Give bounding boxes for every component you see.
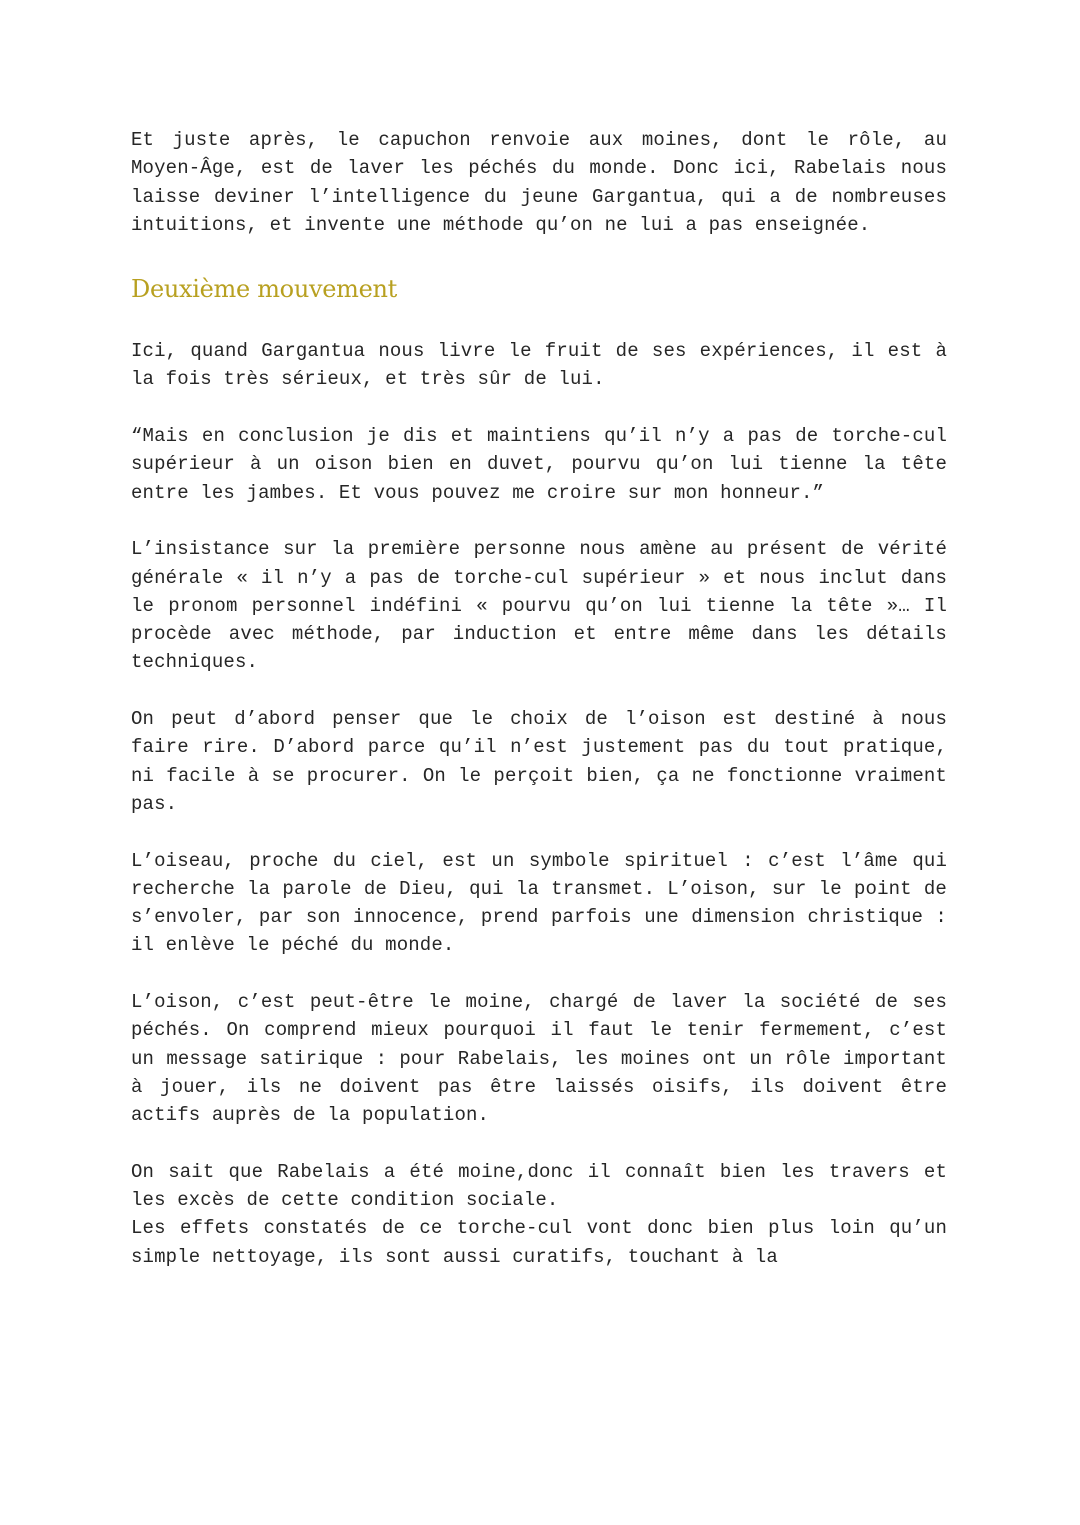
section-heading: Deuxième mouvement: [131, 275, 397, 304]
paragraph-1: Ici, quand Gargantua nous livre le fruit de ses expériences, il est à la fois très sérieux, et très sûr de lui.: [131, 340, 947, 391]
paragraph-quote: “Mais en conclusion je dis et maintiens qu’il n’y a pas de torche-cul supérieur à un oison bien en duvet, pourvu qu’on lui tienne la tête entre les jambes. Et vous pouvez me croire sur mon honneur.”: [131, 425, 947, 504]
paragraph-6: L’oison, c’est peut-être le moine, chargé de laver la société de ses péchés. On comprend mieux pourquoi il faut le tenir fermement, c’est un message satirique : pour Rabelais, les moines ont un rôle important à jouer, ils ne doivent pas être laissés oisifs, ils doivent être actifs auprès de la population.: [131, 991, 947, 1127]
paragraph-7: On sait que Rabelais a été moine,donc il connaît bien les travers et les excès de cette condition sociale.: [131, 1160, 947, 1212]
paragraph-3: L’insistance sur la première personne nous amène au présent de vérité générale « il n’y a pas de torche-cul supérieur » et nous inclut dans le pronom personnel indéfini « pourvu qu’on lui tienne la tête »… Il procède avec méthode, par induction et entre même dans les détails techniques.: [131, 538, 947, 674]
paragraph-intro: Et juste après, le capuchon renvoie aux moines, dont le rôle, au Moyen-Âge, est de laver les péchés du monde. Donc ici, Rabelais nous laisse deviner l’intelligence du jeune Gargantua, qui a de nombreuses intuitions, et invente une méthode qu’on ne lui a pas enseignée.: [131, 129, 947, 236]
paragraph-8: Les effets constatés de ce torche-cul vont donc bien plus loin qu’un simple nettoyage, ils sont aussi curatifs, touchant à la: [131, 1217, 947, 1268]
document-page: [131, 126, 947, 1271]
paragraph-4: On peut d’abord penser que le choix de l’oison est destiné à nous faire rire. D’abord parce qu’il n’est justement pas du tout pratique, ni facile à se procurer. On le perçoit bien, ça ne fonctionne vraiment pas.: [131, 708, 947, 815]
paragraph-5: L’oiseau, proche du ciel, est un symbole spirituel : c’est l’âme qui recherche la parole de Dieu, qui la transmet. L’oison, sur le point de s’envoler, par son innocence, prend parfois une dimension christique : il enlève le péché du monde.: [131, 849, 947, 957]
